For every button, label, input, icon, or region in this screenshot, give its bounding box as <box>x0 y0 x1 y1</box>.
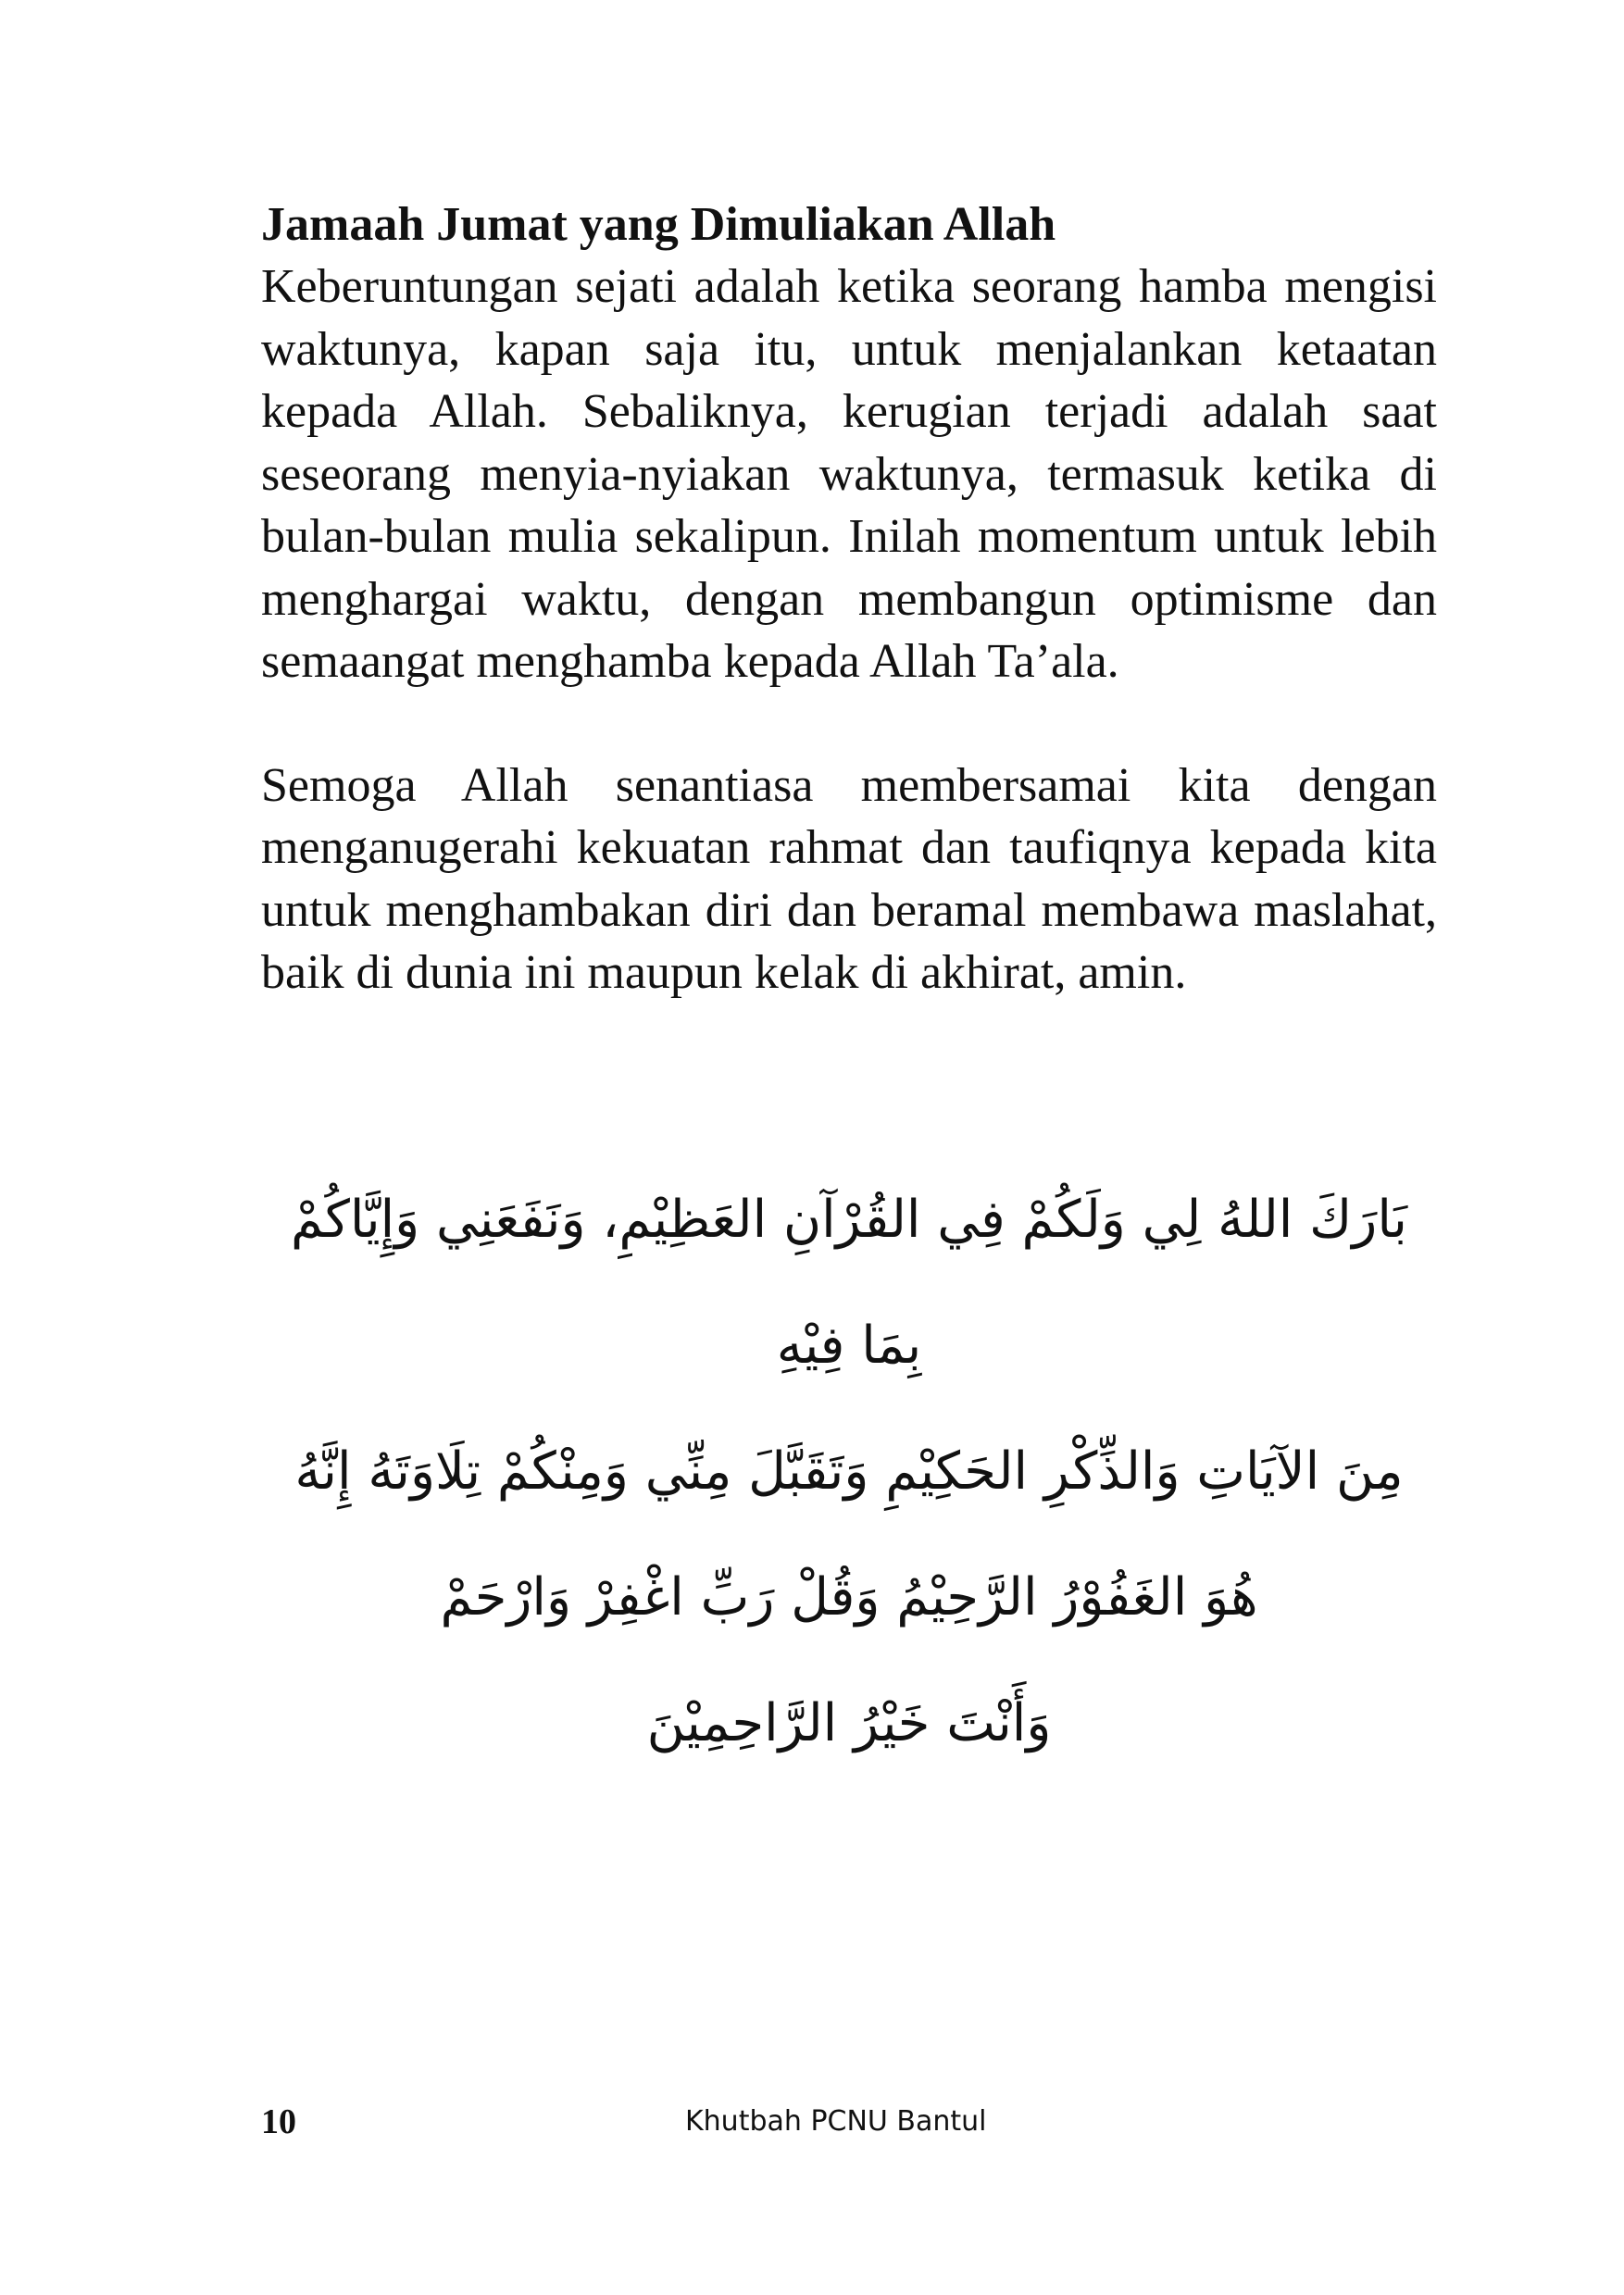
main-content <box>261 194 1437 1004</box>
book-title: Khutbah PCNU Bantul <box>685 2105 987 2138</box>
paragraph-semoga: Semoga Allah senantiasa membersamai kita dengan menganugerahi kekuatan rahmat dan taufiqnya kepada kita untuk menghambakan diri dan beramal membawa maslahat, baik di dunia ini maupun kelak di akhirat, amin. <box>261 758 1437 999</box>
section-heading: Jamaah Jumat yang Dimuliakan Allah <box>261 198 1056 251</box>
arabic-line-2: مِنَ الآيَاتِ وَالذِّكْرِ الحَكِيْمِ وَتَقَبَّلَ مِنِّي وَمِنْكُمْ تِلَاوَتَهُ إِنَّهُ <box>294 1441 1404 1502</box>
arabic-line-4: وَأَنْتَ خَيْرُ الرَّاحِمِيْنَ <box>646 1693 1052 1753</box>
page-number: 10 <box>261 2102 296 2141</box>
paragraph-keberuntungan: Keberuntungan sejati adalah ketika seorang hamba mengisi waktunya, kapan saja itu, untuk menjalankan ketaatan kepada Allah. Sebaliknya, kerugian terjadi adalah saat seseorang menyia-nyiakan waktunya, termasuk ketika di bulan-bulan mulia sekalipun. Inilah momentum untuk lebih menghargai waktu, dengan membangun optimisme dan semaangat menghamba kepada Allah Ta’ala. <box>261 260 1437 688</box>
arabic-line-1: بَارَكَ اللهُ لِي وَلَكُمْ فِي القُرْآنِ العَظِيْمِ، وَنَفَعَنِي وَإِيَّاكُمْ بِمَا فِيْهِ <box>291 1190 1407 1376</box>
arabic-line-3: هُوَ الغَفُوْرُ الرَّحِيْمُ وَقُلْ رَبِّ اغْفِرْ وَارْحَمْ <box>440 1567 1258 1628</box>
arabic-prayer <box>261 1157 1437 1787</box>
